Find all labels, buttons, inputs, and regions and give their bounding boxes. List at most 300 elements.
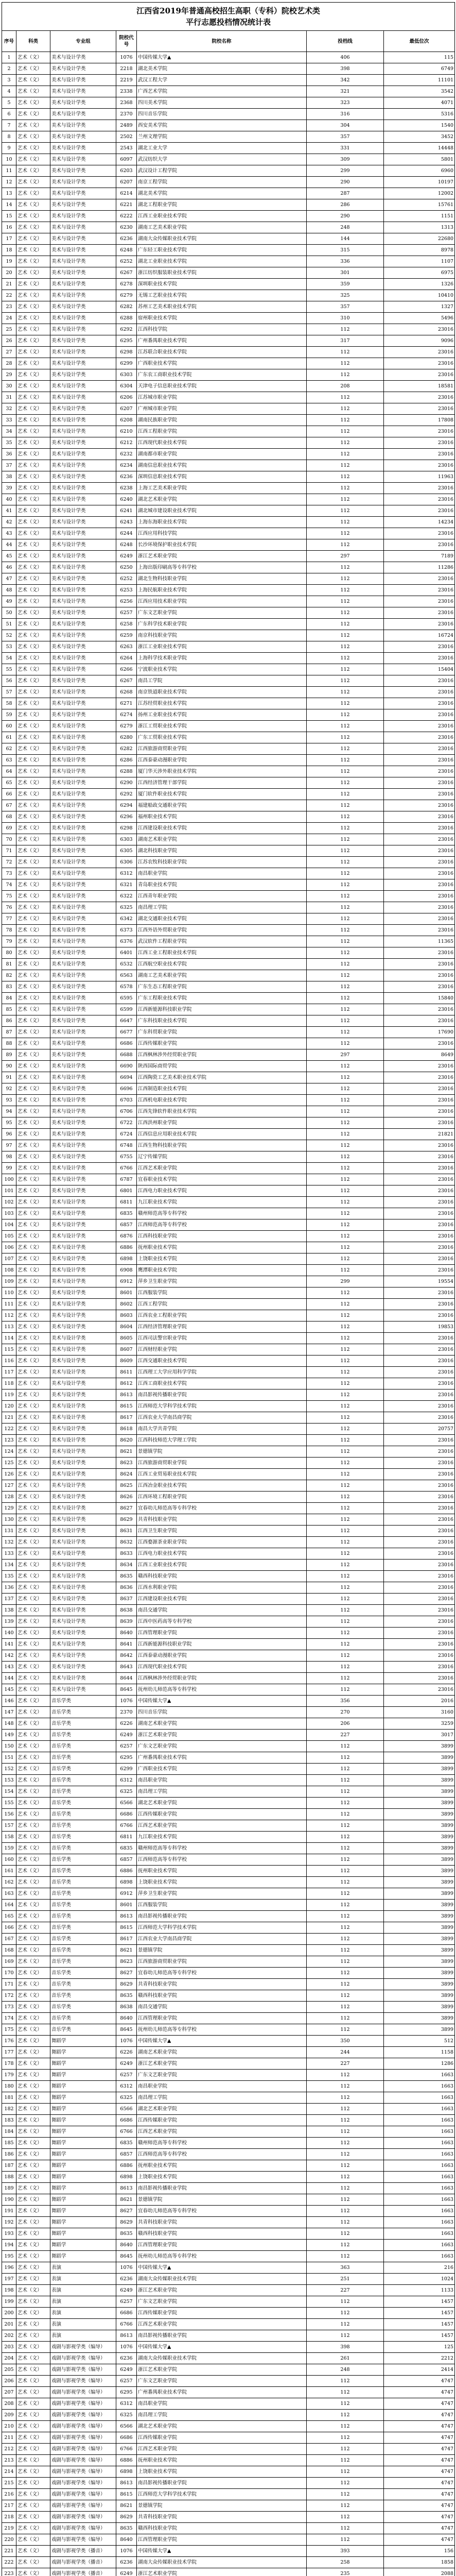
cell-index: 182 [2, 2104, 16, 2115]
cell-rank: 23016 [384, 1231, 455, 1242]
cell-score: 112 [307, 1095, 384, 1106]
cell-school-name: 深圳职业技术学院 [137, 279, 307, 290]
cell-rank: 15404 [384, 664, 455, 675]
cell-rank: 3899 [384, 1934, 455, 1945]
cell-school-code: 2370 [116, 109, 137, 120]
cell-major-group: 美术与设计学类 [50, 290, 116, 301]
cell-rank: 23016 [384, 1344, 455, 1355]
cell-score: 112 [307, 800, 384, 811]
cell-major-group: 美术与设计学类 [50, 1582, 116, 1594]
table-row [2, 1979, 455, 1990]
table-row [2, 743, 455, 755]
cell-rank: 23016 [384, 1174, 455, 1185]
cell-school-code: 8627 [116, 1968, 137, 1979]
cell-score: 112 [307, 913, 384, 925]
cell-major-group: 音乐学类 [50, 1752, 116, 1764]
cell-school-name: 南京科技职业学院 [137, 630, 307, 641]
cell-major-group: 音乐学类 [50, 1956, 116, 1968]
cell-major-group: 美术与设计学类 [50, 1095, 116, 1106]
cell-school-name: 广东科学技术职业学院 [137, 619, 307, 630]
cell-category: 艺术（文） [16, 1412, 50, 1423]
cell-index: 195 [2, 2251, 16, 2262]
cell-index: 207 [2, 2387, 16, 2398]
cell-school-code: 6647 [116, 1015, 137, 1027]
cell-major-group: 表演 [50, 2319, 116, 2330]
cell-school-code: 6236 [116, 2557, 137, 2568]
cell-index: 94 [2, 1106, 16, 1117]
cell-school-code: 6401 [116, 947, 137, 959]
table-row [2, 1605, 455, 1616]
table-row [2, 1310, 455, 1321]
cell-major-group: 音乐学类 [50, 1718, 116, 1730]
cell-school-code: 6787 [116, 1174, 137, 1185]
cell-category: 艺术（文） [16, 1027, 50, 1038]
cell-score: 112 [307, 517, 384, 528]
cell-category: 艺术（文） [16, 687, 50, 698]
cell-school-code: 6325 [116, 2092, 137, 2104]
cell-school-name: 湖北艺术职业学院 [137, 494, 307, 505]
cell-school-code: 8617 [116, 1934, 137, 1945]
cell-major-group: 美术与设计学类 [50, 1253, 116, 1265]
cell-category: 艺术（文） [16, 732, 50, 743]
cell-index: 81 [2, 959, 16, 970]
cell-category: 艺术（文） [16, 2444, 50, 2455]
cell-score: 357 [307, 131, 384, 143]
cell-school-code: 6312 [116, 2398, 137, 2410]
cell-index: 28 [2, 358, 16, 369]
cell-score: 112 [307, 607, 384, 619]
cell-rank: 23016 [384, 947, 455, 959]
cell-index: 43 [2, 528, 16, 539]
cell-index: 85 [2, 1004, 16, 1015]
cell-school-name: 江西卫生职业学院 [137, 1526, 307, 1537]
cell-school-code: 6373 [116, 925, 137, 936]
cell-school-name: 广州城市职业学院 [137, 403, 307, 415]
cell-category: 艺术（文） [16, 1979, 50, 1990]
cell-rank: 23016 [384, 1662, 455, 1673]
cell-major-group: 戏剧与影视学类（编导） [50, 2523, 116, 2534]
cell-major-group: 美术与设计学类 [50, 279, 116, 290]
cell-category: 艺术（文） [16, 1321, 50, 1333]
cell-score: 112 [307, 403, 384, 415]
cell-score: 112 [307, 993, 384, 1004]
cell-score: 112 [307, 471, 384, 483]
cell-category: 艺术（文） [16, 2387, 50, 2398]
cell-rank: 23016 [384, 1038, 455, 1049]
cell-score: 112 [307, 1662, 384, 1673]
cell-school-name: 广东生态工程职业学院 [137, 981, 307, 993]
cell-index: 133 [2, 1548, 16, 1560]
table-row [2, 1866, 455, 1877]
cell-major-group: 美术与设计学类 [50, 891, 116, 902]
cell-category: 艺术（文） [16, 2557, 50, 2568]
cell-school-name: 赣州师范高等专科学校 [137, 1843, 307, 1854]
cell-school-name: 深圳信息职业技术学院 [137, 471, 307, 483]
cell-major-group: 戏剧与影视学类（编导） [50, 2432, 116, 2444]
cell-school-code: 1076 [116, 2262, 137, 2274]
cell-category: 艺术（文） [16, 562, 50, 573]
table-row [2, 1560, 455, 1571]
cell-rank: 23016 [384, 1253, 455, 1265]
cell-major-group: 美术与设计学类 [50, 585, 116, 596]
table-row [2, 1106, 455, 1117]
cell-school-code: 2502 [116, 131, 137, 143]
cell-category: 艺术（文） [16, 1571, 50, 1582]
cell-school-name: 宁波职业技术学院 [137, 664, 307, 675]
cell-school-name: 江西艺术职业学院 [137, 1820, 307, 1832]
cell-rank: 23016 [384, 777, 455, 789]
cell-school-name: 江西司法警官职业学院 [137, 1333, 307, 1344]
cell-index: 169 [2, 1956, 16, 1968]
cell-score: 112 [307, 743, 384, 755]
cell-score: 112 [307, 1786, 384, 1798]
cell-school-name: 广西职业技术学院 [137, 1764, 307, 1775]
table-row [2, 2251, 455, 2262]
cell-school-name: 青岛职业技术学院 [137, 879, 307, 891]
cell-score: 112 [307, 857, 384, 868]
cell-index: 151 [2, 1752, 16, 1764]
cell-school-code: 6259 [116, 630, 137, 641]
cell-school-name: 宿州职业技术学院 [137, 313, 307, 324]
cell-major-group: 音乐学类 [50, 1968, 116, 1979]
cell-school-code: 8611 [116, 1367, 137, 1378]
cell-school-name: 湖南工艺美术职业学院 [137, 222, 307, 233]
cell-major-group: 美术与设计学类 [50, 97, 116, 109]
cell-index: 208 [2, 2398, 16, 2410]
table-row [2, 415, 455, 426]
cell-school-code: 8635 [116, 2228, 137, 2240]
table-row [2, 1208, 455, 1219]
cell-score: 112 [307, 879, 384, 891]
cell-rank: 23016 [384, 1389, 455, 1401]
cell-school-code: 1076 [116, 2036, 137, 2047]
cell-major-group: 舞蹈学 [50, 2217, 116, 2228]
cell-score: 112 [307, 970, 384, 981]
cell-school-name: 江西航空职业技术学院 [137, 959, 307, 970]
cell-rank: 23016 [384, 653, 455, 664]
cell-rank: 22680 [384, 233, 455, 245]
cell-rank: 3899 [384, 1968, 455, 1979]
cell-index: 218 [2, 2512, 16, 2523]
cell-school-code: 6248 [116, 539, 137, 551]
cell-major-group: 美术与设计学类 [50, 52, 116, 63]
cell-major-group: 美术与设计学类 [50, 222, 116, 233]
cell-score: 112 [307, 959, 384, 970]
cell-score: 112 [307, 1480, 384, 1492]
cell-school-code: 6686 [116, 2432, 137, 2444]
cell-score: 112 [307, 709, 384, 721]
cell-index: 53 [2, 641, 16, 653]
cell-school-name: 南昌大学共青学院 [137, 1423, 307, 1435]
cell-school-name: 上海科学技术职业学院 [137, 653, 307, 664]
cell-rank: 3899 [384, 1911, 455, 1922]
cell-school-code: 6303 [116, 834, 137, 845]
cell-rank: 23016 [384, 687, 455, 698]
cell-school-name: 湖南艺术职业学院 [137, 834, 307, 845]
table-row [2, 188, 455, 199]
table-row [2, 1027, 455, 1038]
cell-rank: 23016 [384, 1106, 455, 1117]
cell-index: 202 [2, 2330, 16, 2342]
cell-rank: 23016 [384, 1673, 455, 1684]
cell-index: 148 [2, 1718, 16, 1730]
cell-index: 104 [2, 1219, 16, 1231]
cell-school-code: 6279 [116, 721, 137, 732]
cell-rank: 1663 [384, 2138, 455, 2149]
table-row [2, 1129, 455, 1140]
cell-school-code: 8602 [116, 1299, 137, 1310]
cell-score: 297 [307, 1049, 384, 1061]
cell-index: 47 [2, 573, 16, 585]
cell-score: 112 [307, 1219, 384, 1231]
cell-score: 317 [307, 335, 384, 347]
cell-school-code: 2370 [116, 1707, 137, 1718]
cell-index: 103 [2, 1208, 16, 1219]
cell-category: 艺术（文） [16, 1888, 50, 1900]
cell-school-name: 兰州文理学院 [137, 131, 307, 143]
cell-school-code: 6268 [116, 687, 137, 698]
cell-school-code: 6912 [116, 1888, 137, 1900]
cell-school-code: 8613 [116, 2183, 137, 2194]
cell-school-name: 江西科技师范大学理工学院 [137, 1435, 307, 1446]
table-row [2, 2092, 455, 2104]
cell-index: 191 [2, 2206, 16, 2217]
cell-score: 112 [307, 1548, 384, 1560]
cell-major-group: 舞蹈学 [50, 2104, 116, 2115]
cell-major-group: 戏剧与影视学类（编导） [50, 2478, 116, 2489]
cell-school-code: 6690 [116, 1061, 137, 1072]
cell-school-code: 6203 [116, 165, 137, 177]
cell-index: 5 [2, 97, 16, 109]
cell-major-group: 美术与设计学类 [50, 1061, 116, 1072]
cell-school-code: 8613 [116, 1389, 137, 1401]
cell-category: 艺术（文） [16, 834, 50, 845]
cell-school-code: 8636 [116, 1582, 137, 1594]
cell-index: 140 [2, 1628, 16, 1639]
cell-score: 299 [307, 165, 384, 177]
cell-category: 艺术（文） [16, 2319, 50, 2330]
cell-school-name: 抚州职业技术学院 [137, 1866, 307, 1877]
cell-major-group: 戏剧与影视学类（编导） [50, 2512, 116, 2523]
cell-rank: 11365 [384, 936, 455, 947]
table-row [2, 528, 455, 539]
cell-major-group: 美术与设计学类 [50, 1027, 116, 1038]
cell-category: 艺术（文） [16, 1877, 50, 1888]
cell-score: 112 [307, 868, 384, 879]
cell-category: 艺术（文） [16, 449, 50, 460]
cell-index: 164 [2, 1900, 16, 1911]
cell-category: 艺术（文） [16, 902, 50, 913]
title-row [2, 3, 455, 31]
cell-category: 艺术（文） [16, 1934, 50, 1945]
cell-index: 160 [2, 1854, 16, 1866]
cell-category: 艺术（文） [16, 1389, 50, 1401]
cell-score: 244 [307, 2047, 384, 2058]
cell-school-code: 8605 [116, 1333, 137, 1344]
cell-score: 206 [307, 1718, 384, 1730]
cell-score: 112 [307, 2410, 384, 2421]
cell-rank: 23016 [384, 1083, 455, 1095]
cell-index: 213 [2, 2455, 16, 2466]
cell-school-name: 南昌职业学院 [137, 868, 307, 879]
cell-category: 艺术（文） [16, 381, 50, 392]
cell-category: 艺术（文） [16, 1423, 50, 1435]
cell-score: 112 [307, 347, 384, 358]
cell-school-code: 8601 [116, 1900, 137, 1911]
cell-school-name: 上海工艺美术职业学院 [137, 483, 307, 494]
cell-school-name: 湖南艺术职业学院 [137, 1718, 307, 1730]
cell-school-name: 共青科技职业学院 [137, 1514, 307, 1526]
table-row [2, 2342, 455, 2353]
cell-major-group: 美术与设计学类 [50, 1265, 116, 1276]
cell-major-group: 美术与设计学类 [50, 743, 116, 755]
cell-rank: 23016 [384, 1503, 455, 1514]
cell-major-group: 舞蹈学 [50, 2138, 116, 2149]
cell-index: 52 [2, 630, 16, 641]
cell-major-group: 美术与设计学类 [50, 1548, 116, 1560]
cell-score: 112 [307, 823, 384, 834]
cell-major-group: 音乐学类 [50, 1696, 116, 1707]
cell-category: 艺术（文） [16, 2489, 50, 2500]
cell-major-group: 戏剧与影视学类（编导） [50, 2500, 116, 2512]
cell-major-group: 美术与设计学类 [50, 1412, 116, 1423]
cell-school-name: 南昌影视传播职业学院 [137, 2330, 307, 2342]
cell-school-name: 抚州职业技术学院 [137, 1242, 307, 1253]
cell-school-name: 四川音乐学院 [137, 109, 307, 120]
cell-rank: 4747 [384, 2387, 455, 2398]
table-row [2, 573, 455, 585]
cell-rank: 23016 [384, 823, 455, 834]
table-row [2, 245, 455, 256]
cell-school-name: 江西工业职业技术学院 [137, 211, 307, 222]
cell-school-code: 6236 [116, 471, 137, 483]
cell-major-group: 音乐学类 [50, 2013, 116, 2024]
cell-rank: 23016 [384, 925, 455, 936]
cell-major-group: 音乐学类 [50, 1922, 116, 1934]
cell-category: 艺术（文） [16, 1197, 50, 1208]
cell-index: 73 [2, 868, 16, 879]
cell-category: 艺术（文） [16, 120, 50, 131]
cell-category: 艺术（文） [16, 1129, 50, 1140]
cell-index: 34 [2, 426, 16, 437]
table-row [2, 1741, 455, 1752]
cell-category: 艺术（文） [16, 2285, 50, 2296]
cell-index: 176 [2, 2036, 16, 2047]
cell-major-group: 美术与设计学类 [50, 1560, 116, 1571]
cell-school-code: 6886 [116, 1866, 137, 1877]
table-row [2, 1423, 455, 1435]
cell-score: 287 [307, 188, 384, 199]
table-row [2, 925, 455, 936]
cell-score: 112 [307, 641, 384, 653]
cell-category: 艺术（文） [16, 2160, 50, 2172]
cell-category: 艺术（文） [16, 1537, 50, 1548]
cell-rank: 23016 [384, 743, 455, 755]
cell-school-name: 湖北城市建设职业技术学院 [137, 505, 307, 517]
cell-major-group: 美术与设计学类 [50, 664, 116, 675]
cell-school-code: 6230 [116, 222, 137, 233]
table-row [2, 63, 455, 75]
cell-school-code: 8635 [116, 1571, 137, 1582]
table-row [2, 585, 455, 596]
cell-rank: 23016 [384, 1605, 455, 1616]
cell-school-name: 厦门华天涉外职业技术学院 [137, 766, 307, 777]
cell-major-group: 戏剧与影视学类（编导） [50, 2376, 116, 2387]
table-row [2, 109, 455, 120]
cell-rank: 23016 [384, 1378, 455, 1389]
cell-rank: 11101 [384, 75, 455, 86]
table-row [2, 1786, 455, 1798]
cell-major-group: 舞蹈学 [50, 2172, 116, 2183]
cell-major-group: 美术与设计学类 [50, 528, 116, 539]
cell-rank: 23016 [384, 800, 455, 811]
cell-category: 艺术（文） [16, 1219, 50, 1231]
table-row [2, 1514, 455, 1526]
table-row [2, 2455, 455, 2466]
table-row [2, 1922, 455, 1934]
cell-school-code: 6208 [116, 415, 137, 426]
cell-school-code: 6322 [116, 891, 137, 902]
cell-school-code: 8637 [116, 1594, 137, 1605]
cell-category: 艺术（文） [16, 868, 50, 879]
cell-index: 178 [2, 2058, 16, 2070]
cell-score: 112 [307, 721, 384, 732]
cell-major-group: 美术与设计学类 [50, 755, 116, 766]
cell-rank: 23016 [384, 1163, 455, 1174]
cell-rank: 23016 [384, 460, 455, 471]
table-row [2, 2500, 455, 2512]
cell-school-name: 无锡工艺职业技术学院 [137, 290, 307, 301]
cell-category: 艺术（文） [16, 1061, 50, 1072]
cell-index: 11 [2, 165, 16, 177]
cell-school-name: 赣西科技职业学院 [137, 2228, 307, 2240]
cell-school-code: 6886 [116, 1242, 137, 1253]
cell-category: 艺术（文） [16, 789, 50, 800]
cell-school-code: 8623 [116, 1956, 137, 1968]
cell-category: 艺术（文） [16, 460, 50, 471]
cell-score: 112 [307, 1503, 384, 1514]
table-row [2, 1616, 455, 1628]
cell-score: 112 [307, 2115, 384, 2126]
cell-major-group: 美术与设计学类 [50, 811, 116, 823]
cell-major-group: 音乐学类 [50, 1888, 116, 1900]
cell-school-name: 萍乡卫生职业学院 [137, 1276, 307, 1287]
cell-rank: 3259 [384, 1718, 455, 1730]
cell-index: 78 [2, 925, 16, 936]
cell-major-group: 美术与设计学类 [50, 392, 116, 403]
cell-school-code: 8645 [116, 1684, 137, 1696]
cell-category: 艺术（文） [16, 335, 50, 347]
cell-major-group: 舞蹈学 [50, 2160, 116, 2172]
cell-school-code: 6207 [116, 403, 137, 415]
cell-rank: 23016 [384, 1412, 455, 1423]
cell-score: 112 [307, 2217, 384, 2228]
cell-school-code: 8615 [116, 1922, 137, 1934]
cell-score: 112 [307, 777, 384, 789]
table-row [2, 1412, 455, 1423]
cell-score: 112 [307, 1355, 384, 1367]
cell-score: 112 [307, 539, 384, 551]
cell-score: 304 [307, 120, 384, 131]
cell-category: 艺术（文） [16, 823, 50, 834]
cell-index: 113 [2, 1321, 16, 1333]
cell-category: 艺术（文） [16, 2262, 50, 2274]
table-row [2, 1820, 455, 1832]
cell-major-group: 舞蹈学 [50, 2036, 116, 2047]
cell-score: 342 [307, 75, 384, 86]
cell-school-code: 6566 [116, 1798, 137, 1809]
cell-category: 艺术（文） [16, 800, 50, 811]
